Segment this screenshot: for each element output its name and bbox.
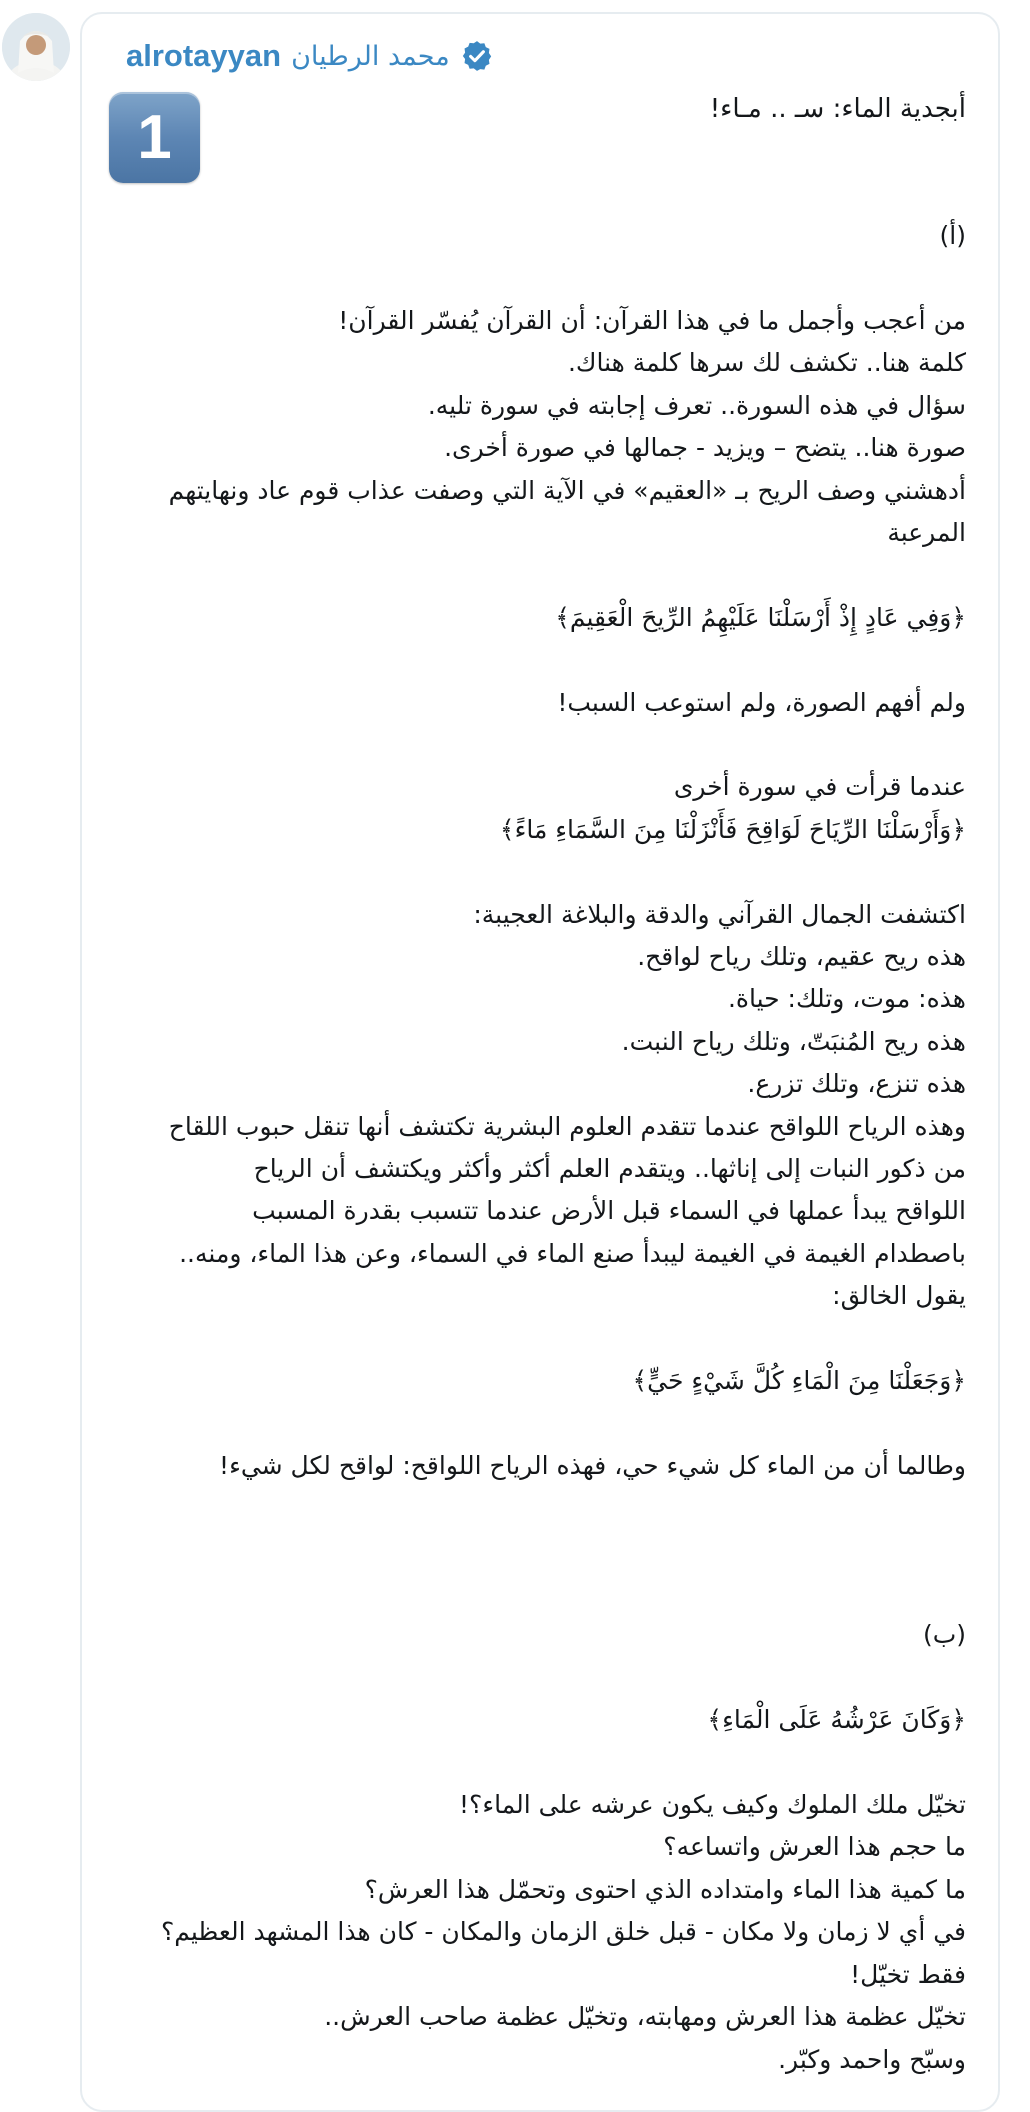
avatar-photo-icon xyxy=(2,13,70,81)
tweet-header xyxy=(126,36,494,76)
intro-line: كلمة هنا.. تكشف لك سرها كلمة هناك. xyxy=(567,348,966,378)
science-line: من ذكور النبات إلى إناثها.. ويتقدم العلم أكثر وأكثر ويكتشف أن الرياح xyxy=(253,1154,966,1184)
discovery-line: اكتشفت الجمال القرآني والدقة والبلاغة العجيبة: xyxy=(473,899,966,929)
imagine-line: تخيّل عظمة هذا العرش ومهابته، وتخيّل عظمة صاحب العرش.. xyxy=(324,2002,966,2032)
tweet-body xyxy=(126,88,966,2081)
imagine-line: وسبّح واحمد وكبّر. xyxy=(778,2044,966,2074)
discovery-line: هذه ريح المُنبَتّ، وتلك رياح النبت. xyxy=(621,1026,966,1056)
author-handle[interactable]: alrotayyan xyxy=(126,38,282,73)
imagine-line: ما حجم هذا العرش واتساعه؟ xyxy=(663,1832,966,1862)
imagine-line: تخيّل ملك الملوك وكيف يكون عرشه على الماء؟! xyxy=(459,1790,966,1820)
quran-verse: ﴿وَفِي عَادٍ إِذْ أَرْسَلْنَا عَلَيْهِمُ الرِّيحَ الْعَقِيمَ﴾ xyxy=(555,602,966,632)
avatar[interactable] xyxy=(2,13,70,81)
quran-verse: ﴿وَكَانَ عَرْشُهُ عَلَى الْمَاءِ﴾ xyxy=(707,1705,966,1735)
discovery-line: هذه تنزع، وتلك تزرع. xyxy=(747,1069,966,1099)
post-title: أبجدية الماء: سـ .. مـاء! xyxy=(709,94,966,124)
paragraph-line: عندما قرأت في سورة أخرى xyxy=(673,772,966,802)
imagine-line: فقط تخيّل! xyxy=(850,1959,966,1989)
science-line: يقول الخالق: xyxy=(832,1281,966,1311)
intro-line: صورة هنا.. يتضح – ويزيد - جمالها في صورة أخرى. xyxy=(444,433,966,463)
quran-verse: ﴿وَأَرْسَلْنَا الرِّيَاحَ لَوَاقِحَ فَأَنْزَلْنَا مِنَ السَّمَاءِ مَاءً﴾ xyxy=(499,814,966,844)
science-line: باصطدام الغيمة في الغيمة ليبدأ صنع الماء في السماء، وعن هذا الماء، ومنه.. xyxy=(179,1238,966,1268)
imagine-line: في أي لا زمان ولا مكان - قبل خلق الزمان والمكان - كان هذا المشهد العظيم؟ xyxy=(160,1917,966,1947)
section-a-marker: (أ) xyxy=(939,221,966,251)
science-line: وهذه الرياح اللواقح عندما تتقدم العلوم البشرية تكتشف أنها تنقل حبوب اللقاح xyxy=(168,1111,966,1141)
imagine-line: ما كمية هذا الماء وامتداده الذي احتوى وتحمّل هذا العرش؟ xyxy=(364,1874,966,1904)
verified-badge-icon xyxy=(460,39,494,73)
discovery-line: هذه: موت، وتلك: حياة. xyxy=(727,984,966,1014)
discovery-line: هذه ريح عقيم، وتلك رياح لواقح. xyxy=(637,942,966,972)
section-b-marker: (ب) xyxy=(922,1620,966,1650)
science-line: اللواقح يبدأ عملها في السماء قبل الأرض عندما تتسبب بقدرة المسبب xyxy=(252,1196,966,1226)
keycap-number-badge: 1 xyxy=(109,92,200,183)
paragraph-line: ولم أفهم الصورة، ولم استوعب السبب! xyxy=(557,687,966,717)
intro-line: أدهشني وصف الريح بـ «العقيم» في الآية التي وصفت عذاب قوم عاد ونهايتهم المرعبة xyxy=(168,475,966,548)
author-display-name[interactable]: محمد الرطيان xyxy=(291,40,450,72)
intro-line: من أعجب وأجمل ما في هذا القرآن: أن القرآن يُفسّر القرآن! xyxy=(338,306,966,335)
paragraph-line: وطالما أن من الماء كل شيء حي، فهذه الرياح اللواقح: لواقح لكل شيء! xyxy=(219,1450,966,1480)
quran-verse: ﴿وَجَعَلْنَا مِنَ الْمَاءِ كُلَّ شَيْءٍ حَيٍّ﴾ xyxy=(632,1366,966,1396)
intro-line: سؤال في هذه السورة.. تعرف إجابته في سورة تليه. xyxy=(427,390,966,420)
